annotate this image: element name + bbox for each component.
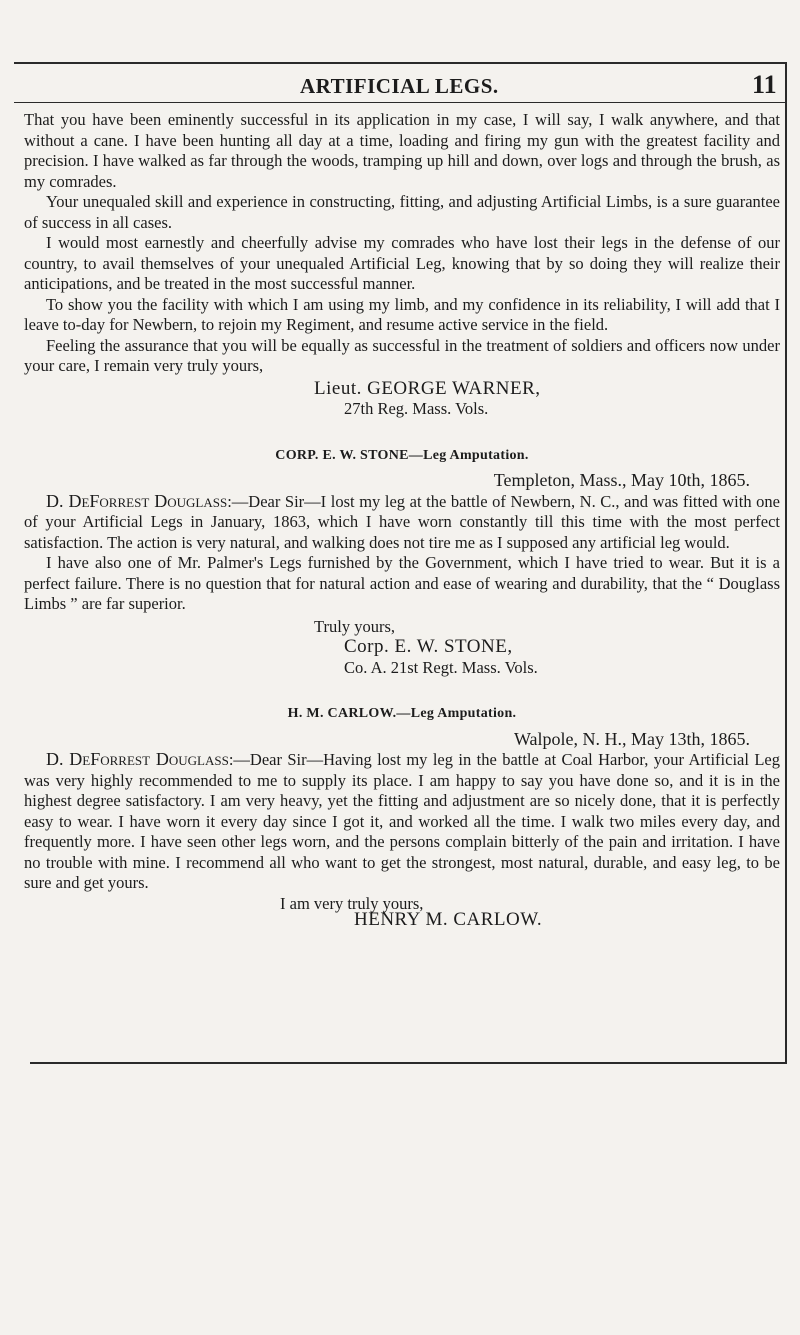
header-rule [14, 102, 785, 103]
signature-name: Corp. E. W. STONE, [344, 636, 513, 657]
page-number: 11 [752, 70, 777, 99]
salutation-name: D. DeForrest Douglass [46, 749, 229, 769]
letter-paragraph: That you have been eminently successful in its application in my case, I will say, I walk anywhere, and that without a cane. I have been hunting all day at a time, loading and firing my gun with the greatest facility and precision. I have walked as far through the woods, tramping up hill and down, over logs and through the brush, as my comrades. [24, 110, 780, 191]
letter-paragraph: Feeling the assurance that you will be equally as successful in the treatment of soldiers and officers now under your care, I remain very truly yours, [24, 335, 780, 375]
letter-paragraph [24, 749, 780, 894]
section-title: H. M. CARLOW.—Leg Amputation. [287, 706, 517, 721]
closing-line: Truly yours, [314, 616, 395, 636]
salutation-name: D. DeForrest Douglass [46, 490, 228, 511]
signature-unit: 27th Reg. Mass. Vols. [344, 399, 489, 418]
closing-line: I am very truly yours, [280, 893, 424, 913]
letter-paragraph [24, 491, 780, 554]
letter-paragraph: To show you the facility with which I am using my limb, and my confidence in its reliability, I will add that I leave to-day for Newbern, to rejoin my Regiment, and resume active service in the field. [24, 294, 780, 334]
signature-block [314, 617, 780, 679]
signature-block [314, 379, 780, 420]
letter-body-text: :—Dear Sir—I lost my leg at the battle of Newbern, N. C., and was fitted with one of your Artificial Legs in January, 1863, which I have worn constantly till this time with the most perfect satisfaction. The action is very natural, and walking does not tire me as I supposed any artificial leg would. [24, 491, 780, 552]
signature-unit: Co. A. 21st Regt. Mass. Vols. [344, 657, 538, 677]
letter-carlow [24, 704, 780, 931]
letter-paragraph: I would most earnestly and cheerfully advise my comrades who have lost their legs in the defense of our country, to avail themselves of your unequaled Artificial Leg, knowing that by so doing they will realize their anticipations, and be treated in the most successful manner. [24, 233, 780, 293]
page-content [24, 110, 780, 931]
running-head: ARTIFICIAL LEGS. [300, 74, 499, 98]
letter-paragraph: I have also one of Mr. Palmer's Legs furnished by the Government, which I have tried to wear. But it is a perfect failure. There is no question that for natural action and ease of wearing and durability, that the “ Douglass Limbs ” are far superior. [24, 553, 780, 613]
page-frame-right [785, 62, 787, 1062]
letter-stone [24, 446, 780, 679]
dateline: Walpole, N. H., May 13th, 1865. [513, 728, 750, 749]
signature-block [354, 910, 780, 931]
letter-paragraph: Your unequaled skill and experience in constructing, fitting, and adjusting Artificial Limbs, is a sure guarantee of success in all cases. [24, 192, 780, 232]
page-frame-bottom [30, 1062, 787, 1064]
section-title: CORP. E. W. STONE—Leg Amputation. [275, 447, 529, 463]
dateline: Templeton, Mass., May 10th, 1865. [493, 470, 750, 490]
letter-body-text: :—Dear Sir—Having lost my leg in the battle at Coal Harbor, your Artificial Leg was very highly recommended to me to supply its place. I am happy to say you have done so, and it is in the highest degree satisfactory. I am very heavy, yet the fitting and adjustment are so nicely done, that it is perfectly easy to wear. I have worn it every day since I got it, and worked all the time. I walk two miles every day, and frequently more. I have seen other legs worn, and the persons complain bitterly of the pain and irritation. I have no trouble with mine. I recommend all who want to get the strongest, most natural, durable, and easy leg, to be sure and get yours. [24, 750, 780, 892]
signature-name: Lieut. GEORGE WARNER, [314, 377, 541, 399]
letter-warner [24, 110, 780, 420]
signature-name: HENRY M. CARLOW. [354, 909, 543, 930]
